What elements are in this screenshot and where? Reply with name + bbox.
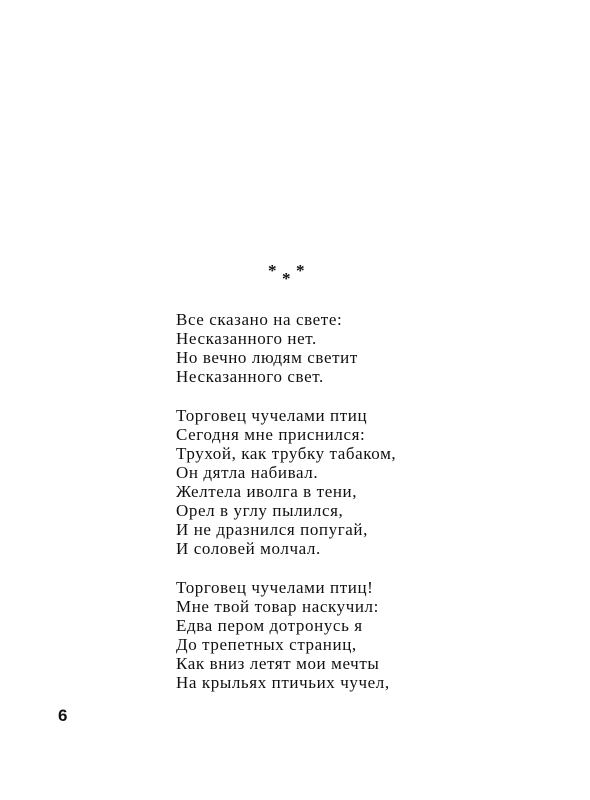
- poem-line: Мне твой товар наскучил:: [176, 597, 379, 616]
- poem-line: Орел в углу пылился,: [176, 501, 344, 520]
- stanza-3: [176, 578, 496, 692]
- asterism-ornament: [268, 262, 318, 288]
- asterism-star: *: [268, 261, 277, 280]
- poem-line: Торговец чучелами птиц: [176, 406, 368, 425]
- poem-line: И соловей молчал.: [176, 539, 321, 558]
- poem-line: До трепетных страниц,: [176, 635, 357, 654]
- stanza-2: [176, 406, 496, 558]
- poem-line: Но вечно людям светит: [176, 348, 358, 367]
- poem-line: Едва пером дотронусь я: [176, 616, 363, 635]
- asterism-star: *: [282, 269, 291, 288]
- poem-line: Несказанного свет.: [176, 367, 324, 386]
- asterism-star: *: [296, 261, 305, 280]
- poem-line: Все сказано на свете:: [176, 310, 343, 329]
- poem-line: Как вниз летят мои мечты: [176, 654, 380, 673]
- poem-line: Он дятла набивал.: [176, 463, 319, 482]
- poem-line: На крыльях птичьих чучел,: [176, 673, 390, 692]
- poem-line: И не дразнился попугай,: [176, 520, 368, 539]
- poem-line: Торговец чучелами птиц!: [176, 578, 374, 597]
- poem-line: Трухой, как трубку табаком,: [176, 444, 397, 463]
- stanza-1: [176, 310, 496, 386]
- poem-line: Несказанного нет.: [176, 329, 317, 348]
- poem-line: Желтела иволга в тени,: [176, 482, 358, 501]
- page-number: 6: [58, 706, 68, 725]
- poem-text: [176, 310, 496, 712]
- poem-line: Сегодня мне приснился:: [176, 425, 366, 444]
